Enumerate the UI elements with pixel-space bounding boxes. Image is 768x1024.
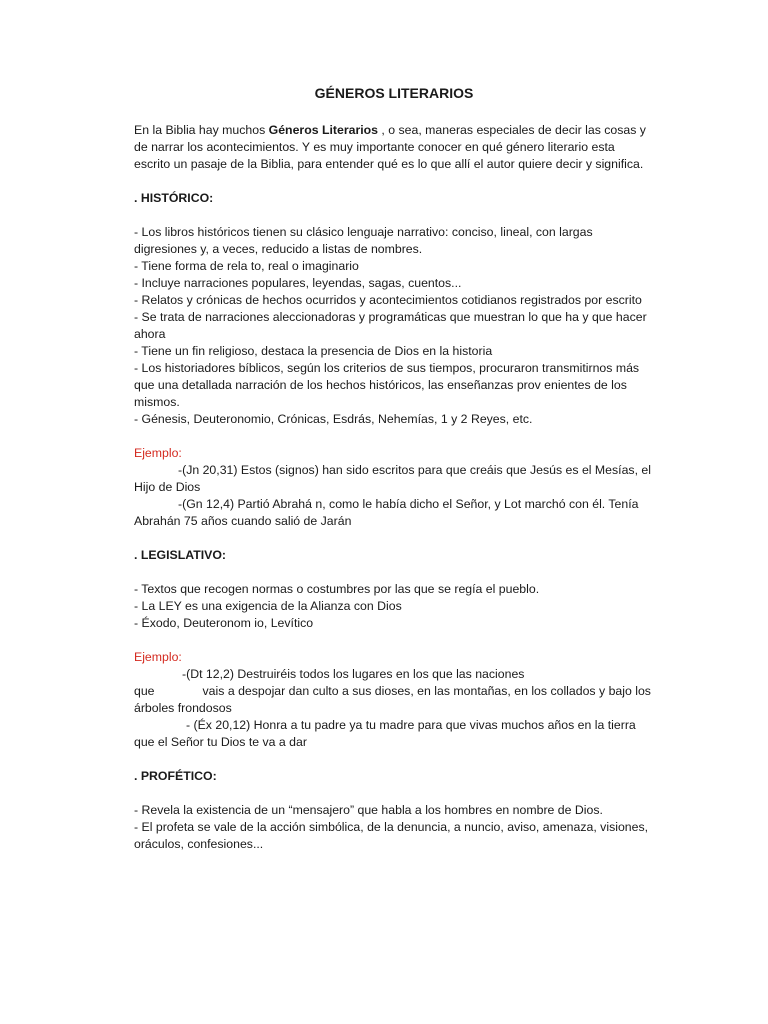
example-quote: -(Dt 12,2) Destruiréis todos los lugares en los que las naciones [182,667,525,681]
intro-text-after: , o sea, maneras especiales de decir las cosas y de narrar los acontecimientos. Y es muy importante conocer en qué género literario esta escrito un pasaje de la Biblia, para entender qué es lo que allí el autor quiere decir y significa. [134,123,646,171]
example-quote: -(Jn 20,31) Estos (signos) han sido escritos para que creáis que Jesús es el Mesías, el Hijo de Dios [134,463,651,494]
example-quote: - (Éx 20,12) Honra a tu padre ya tu madre para que vivas muchos años en la tierra que el Señor tu Dios te va a dar [134,718,636,749]
page-title: GÉNEROS LITERARIOS [314,85,474,101]
ejemplo-label-historico: Ejemplo: [134,446,182,460]
intro-text-before: En la Biblia hay muchos [134,123,269,137]
historico-item: - Tiene un fin religioso, destaca la presencia de Dios en la historia [134,344,493,358]
legislativo-item: - Éxodo, Deuteronom io, Levítico [134,616,314,630]
document-page [134,84,654,853]
legislativo-item: - Textos que recogen normas o costumbres por las que se regía el pueblo. [134,582,540,596]
historico-item: - Se trata de narraciones aleccionadoras y programáticas que muestran lo que ha y que hacer ahora [134,310,647,341]
example-quote: que vais a despojar dan culto a sus dioses, en las montañas, en los collados y bajo los árboles frondosos [134,684,651,715]
profetico-item: - Revela la existencia de un “mensajero” que habla a los hombres en nombre de Dios. [134,803,603,817]
example-quote: -(Gn 12,4) Partió Abrahá n, como le había dicho el Señor, y Lot marchó con él. Tenía Abrahán 75 años cuando salió de Jarán [134,497,639,528]
intro-bold-term: Géneros Literarios [268,123,379,137]
profetico-item: - El profeta se vale de la acción simbólica, de la denuncia, a nuncio, aviso, amenaza, visiones, oráculos, confesiones... [134,820,649,851]
historico-item: - Génesis, Deuteronomio, Crónicas, Esdrás, Nehemías, 1 y 2 Reyes, etc. [134,412,533,426]
intro-paragraph [134,122,654,173]
heading-historico: . HISTÓRICO: [134,191,214,205]
heading-legislativo: . LEGISLATIVO: [134,548,226,562]
historico-item: - Tiene forma de rela to, real o imaginario [134,259,359,273]
historico-item: - Los historiadores bíblicos, según los criterios de sus tiempos, procuraron transmitirnos más que una detallada narración de los hechos históricos, las enseñanzas prov enientes de los mismos. [134,361,640,409]
heading-profetico: . PROFÉTICO: [134,769,217,783]
historico-item: - Incluye narraciones populares, leyendas, sagas, cuentos... [134,276,462,290]
legislativo-item: - La LEY es una exigencia de la Alianza con Dios [134,599,402,613]
ejemplo-label-legislativo: Ejemplo: [134,650,182,664]
historico-item: - Los libros históricos tienen su clásico lenguaje narrativo: conciso, lineal, con largas digresiones y, a veces, reducido a listas de nombres. [134,225,593,256]
historico-item: - Relatos y crónicas de hechos ocurridos y acontecimientos cotidianos registrados por escrito [134,293,642,307]
